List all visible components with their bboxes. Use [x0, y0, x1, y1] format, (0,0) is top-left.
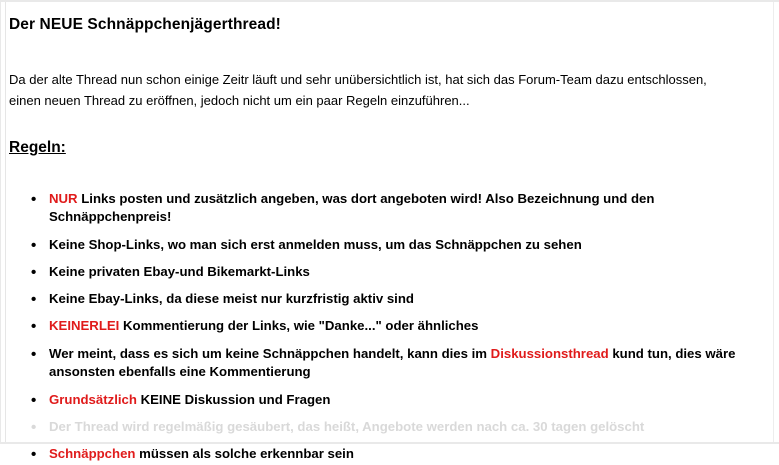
rule-text: Wer meint, dass es sich um keine Schnäppchen handelt, kann dies im — [49, 345, 491, 361]
page-right-border — [773, 2, 779, 442]
list-item — [43, 317, 769, 336]
rule-highlight-text: Grundsätzlich — [49, 391, 137, 407]
list-item — [43, 190, 769, 227]
list-item — [43, 290, 769, 309]
rules-heading: Regeln: — [9, 138, 66, 156]
rule-highlight-text: Diskussionsthread — [490, 345, 609, 361]
rule-text: müssen als solche erkennbar sein — [135, 446, 354, 462]
page-title: Der NEUE Schnäppchenjägerthread! — [9, 16, 281, 33]
rule-text: Keine Shop-Links, wo man sich erst anmelden muss, um das Schnäppchen zu sehen — [49, 236, 582, 252]
rule-text: KEINE Diskussion und Fragen — [136, 391, 331, 407]
rule-text: Der Thread wird regelmäßig gesäubert, das heißt, Angebote werden nach ca. 30 tagen gelöscht — [49, 418, 645, 434]
document-content — [9, 2, 769, 462]
rule-text: kund tun, dies wäre ansonsten ebenfalls eine Kommentierung — [49, 345, 736, 380]
rule-text: Keine Ebay-Links, da diese meist nur kurzfristig aktiv sind — [49, 291, 414, 307]
rule-text: Kommentierung der Links, wie "Danke..." oder ähnliches — [119, 318, 479, 334]
rule-text: Keine privaten Ebay-und Bikemarkt-Links — [49, 263, 310, 279]
intro-paragraph: Da der alte Thread nun schon einige Zeitr läuft und sehr unübersichtlich ist, hat sich das Forum-Team dazu entschlossen, einen neuen Thread zu eröffnen, jedoch nicht um ein paar Regeln einzuführen... — [9, 71, 707, 108]
list-item — [43, 445, 769, 464]
list-item — [43, 236, 769, 255]
list-item — [43, 263, 769, 282]
list-item — [43, 418, 769, 437]
rule-highlight-text: NUR — [49, 190, 78, 206]
rules-list — [9, 190, 769, 464]
list-item — [43, 391, 769, 410]
rule-highlight-text: KEINERLEI — [49, 318, 120, 334]
rule-text: Links posten und zusätzlich angeben, was dort angeboten wird! Also Bezeichnung und den Schnäppchenpreis! — [49, 190, 655, 225]
rule-highlight-text: Schnäppchen — [49, 446, 136, 462]
list-item — [43, 345, 769, 382]
page-left-border — [1, 2, 6, 442]
